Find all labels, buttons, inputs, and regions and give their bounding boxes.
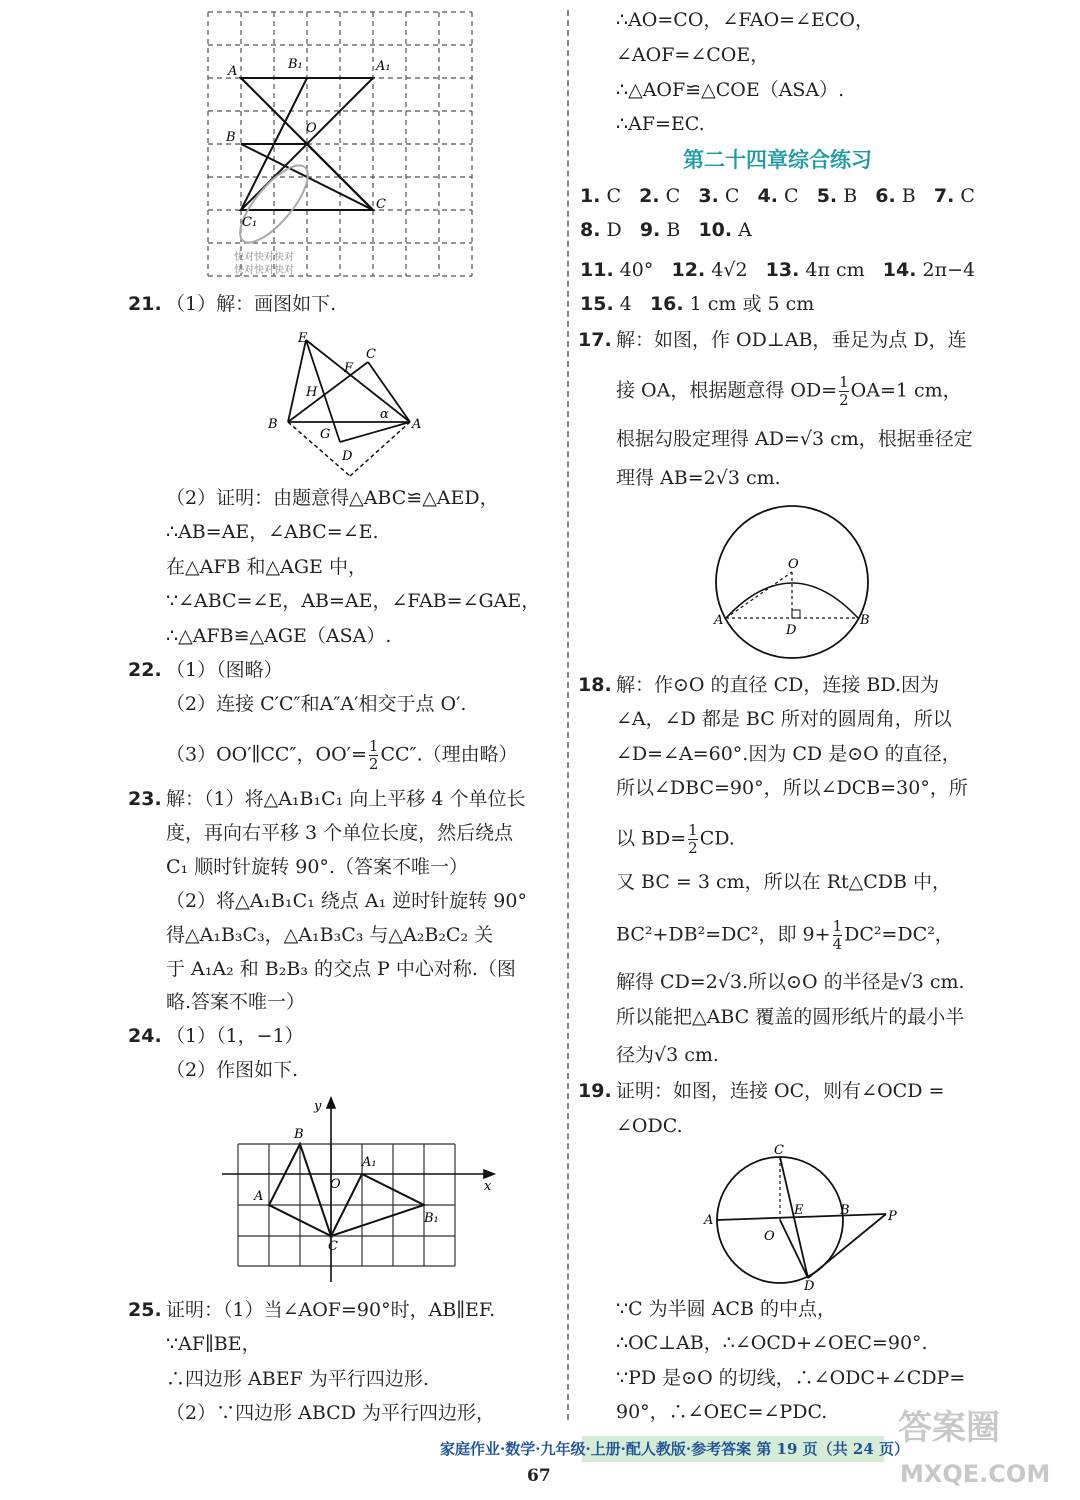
- fill-12-ans: 4√2: [711, 259, 748, 281]
- fig20-label-B: B: [226, 130, 236, 145]
- q24-part1: （1）（1，−1）: [166, 1025, 304, 1047]
- fig17-label-B: B: [860, 613, 870, 628]
- mc-3-ans: C: [724, 185, 740, 207]
- q18-line7: [616, 918, 954, 953]
- q21-part2-line5: ∴△AFB≌△AGE（ASA）.: [166, 625, 392, 647]
- fill-row2: [580, 292, 814, 316]
- fill-row1: [580, 258, 975, 282]
- fig20-stamp-line-2: 快对快对快对: [234, 265, 294, 276]
- q23-line2: 度，再向右平移 3 个单位长度，然后绕点: [166, 822, 514, 844]
- mc-2-ans: C: [665, 185, 681, 207]
- q22-part3-end: CC″.（理由略）: [380, 743, 518, 766]
- fig21-label-F: F: [344, 361, 354, 376]
- q23-line4: （2）将△A₁B₁C₁ 绕点 A₁ 逆时针旋转 90°: [166, 890, 527, 912]
- q23-line1: 解：（1）将△A₁B₁C₁ 向上平移 4 个单位长: [166, 788, 526, 810]
- q23-number: 23.: [128, 788, 162, 810]
- mc-10-num: 10.: [698, 219, 733, 241]
- fig21-label-H: H: [306, 385, 318, 400]
- column-divider: [567, 10, 569, 1420]
- fig19-label-O: O: [764, 1229, 775, 1244]
- fig19-label-D: D: [804, 1279, 815, 1290]
- watermark-url: MXQE.COM: [900, 1460, 1051, 1488]
- q21-number: 21.: [128, 293, 162, 315]
- q18-line5: [616, 822, 735, 857]
- q18-fraction-half-den: 2: [688, 839, 698, 857]
- q21-part1: （1）解：画图如下.: [166, 293, 337, 315]
- fig20-stamp-line-1: 快对快对快对: [234, 252, 294, 263]
- fig24-label-y: y: [314, 1099, 322, 1114]
- fig21-label-alpha: α: [380, 407, 389, 422]
- q17-number: 17.: [578, 329, 612, 351]
- mc-6-ans: B: [901, 185, 916, 207]
- q21-part2-line4: ∵∠ABC=∠E，AB=AE，∠FAB=∠GAE，: [166, 590, 541, 612]
- q25-number: 25.: [128, 1299, 162, 1321]
- mc-3-num: 3.: [698, 185, 719, 207]
- q22-fraction-den: 2: [368, 755, 379, 773]
- q25-line4: （2）∵四边形 ABCD 为平行四边形，: [166, 1402, 495, 1424]
- fig19-label-A: A: [704, 1213, 714, 1228]
- q21-part2-line1: （2）证明：由题意得△ABC≌△AED，: [166, 487, 499, 509]
- q17-line2: [616, 374, 962, 409]
- q19-line6: 90°，∴∠OEC=∠PDC.: [616, 1401, 828, 1423]
- triangle-figure-21: [262, 330, 432, 480]
- q25-line3: ∴四边形 ABEF 为平行四边形.: [166, 1368, 429, 1390]
- q25-line1: 证明：（1）当∠AOF=90°时，AB∥EF.: [166, 1299, 496, 1321]
- mc-7-num: 7.: [933, 185, 955, 207]
- q18-line4: 所以∠DBC=90°，所以∠DCB=30°，所: [616, 777, 968, 799]
- fill-15-ans: 4: [619, 293, 632, 315]
- q18-fraction-quarter: [833, 918, 843, 953]
- mc-8-ans: D: [606, 219, 622, 241]
- fig17-label-A: A: [714, 613, 724, 628]
- q22-part2: （2）连接 C′C″和A″A′相交于点 O′.: [166, 693, 467, 715]
- fig17-label-D: D: [786, 623, 797, 638]
- q18-line9: 所以能把△ABC 覆盖的圆形纸片的最小半: [616, 1006, 965, 1028]
- fig19-label-C: C: [774, 1144, 784, 1158]
- fig24-label-O: O: [330, 1177, 341, 1192]
- q23-line5: 得△A₁B₃C₃，△A₁B₃C₃ 与△A₂B₂C₂ 关: [166, 924, 494, 946]
- q18-line5-end: CD.: [699, 827, 735, 850]
- r-line2: ∠AOF=∠COE，: [616, 44, 770, 66]
- fig19-label-P: P: [888, 1209, 897, 1224]
- fig24-label-B: B: [294, 1127, 304, 1142]
- watermark: 答案圈: [898, 1408, 1000, 1448]
- q18-line5-text: 以 BD=: [616, 827, 687, 850]
- coordinate-grid-figure: [222, 1094, 502, 1286]
- fill-13-ans: 4π cm: [805, 259, 865, 281]
- q18-line8: 解得 CD=2√3.所以⊙O 的半径是√3 cm.: [616, 971, 965, 993]
- fig21-label-D: D: [342, 449, 353, 464]
- q17-fraction: [839, 374, 849, 409]
- q19-number: 19.: [578, 1080, 612, 1102]
- q17-line2-text: 接 OA，根据题意得 OD=: [616, 379, 838, 402]
- q18-fraction-quarter-num: 1: [832, 917, 843, 935]
- q19-line4: ∴OC⊥AB，∴∠OCD+∠OEC=90°.: [616, 1332, 928, 1354]
- q22-part1: （1）（图略）: [166, 659, 283, 681]
- fig19-label-E: E: [794, 1203, 804, 1218]
- q18-line6: 又 BC = 3 cm，所以在 Rt△CDB 中，: [616, 871, 952, 893]
- mc-9-num: 9.: [639, 219, 661, 241]
- fill-14-num: 14.: [882, 259, 917, 281]
- mc-1-num: 1.: [580, 185, 601, 207]
- fig20-label-O: O: [306, 121, 317, 136]
- fig20-label-C1: C₁: [242, 215, 258, 230]
- mc-1-ans: C: [606, 185, 622, 207]
- fill-13-num: 13.: [765, 259, 800, 281]
- footer-text: 家庭作业·数学·九年级·上册·配人教版·参考答案 第 19 页（共 24 页）: [440, 1440, 909, 1458]
- mc-10-ans: A: [738, 219, 752, 241]
- q18-number: 18.: [578, 674, 612, 696]
- mc-row2: [580, 218, 752, 242]
- q22-part3-text: （3）OO′∥CC″，OO′=: [166, 743, 367, 766]
- q23-line6: 于 A₁A₂ 和 B₂B₃ 的交点 P 中心对称.（图: [166, 958, 516, 980]
- fig17-label-O: O: [788, 557, 799, 572]
- fig21-label-B: B: [268, 417, 278, 432]
- q21-part2-line3: 在△AFB 和△AGE 中，: [166, 556, 367, 578]
- fig20-label-B1: B₁: [288, 57, 303, 72]
- q17-fraction-num: 1: [839, 373, 849, 391]
- q18-fraction-half: [688, 822, 698, 857]
- q18-line2: ∠A，∠D 都是 BC 所对的圆周角，所以: [616, 708, 952, 730]
- q19-line1: 证明：如图，连接 OC，则有∠OCD =: [616, 1080, 945, 1102]
- r-line3: ∴△AOF≌△COE（ASA）.: [616, 79, 845, 101]
- q18-fraction-half-num: 1: [688, 821, 698, 839]
- q19-line3: ∵C 为半圆 ACB 的中点，: [616, 1298, 836, 1320]
- fill-12-num: 12.: [671, 259, 706, 281]
- grid-star-figure: [204, 8, 480, 280]
- mc-8-num: 8.: [580, 219, 601, 241]
- mc-4-num: 4.: [757, 185, 778, 207]
- q23-line7: 略.答案不唯一）: [166, 991, 306, 1013]
- fill-15-num: 15.: [580, 293, 614, 315]
- q22-part3: [166, 738, 518, 773]
- section-title: 第二十四章综合练习: [683, 148, 872, 172]
- r-line4: ∴AF=EC.: [616, 113, 705, 135]
- r-line1: ∴AO=CO，∠FAO=∠ECO，: [616, 9, 874, 31]
- fig21-label-C: C: [366, 347, 376, 362]
- q18-fraction-quarter-den: 4: [832, 935, 843, 953]
- q24-part2: （2）作图如下.: [166, 1059, 299, 1081]
- fill-16-num: 16.: [649, 293, 684, 315]
- mc-5-ans: B: [843, 185, 858, 207]
- q19-line5: ∵PD 是⊙O 的切线，∴∠ODC+∠CDP=: [616, 1367, 966, 1389]
- q18-line7-end: DC²=DC²，: [844, 923, 954, 946]
- mc-row1: [580, 184, 975, 208]
- mc-9-ans: B: [666, 219, 681, 241]
- fig19-label-B: B: [840, 1203, 850, 1218]
- fig21-label-A: A: [412, 417, 422, 432]
- q21-part2-line2: ∴AB=AE，∠ABC=∠E.: [166, 521, 379, 543]
- fill-16-ans: 1 cm 或 5 cm: [689, 293, 815, 315]
- mc-4-ans: C: [784, 185, 799, 207]
- circle-figure-19: [700, 1144, 906, 1290]
- q22-fraction-num: 1: [368, 737, 379, 755]
- fig24-label-x: x: [484, 1179, 492, 1194]
- q17-fraction-den: 2: [839, 391, 849, 409]
- page-number: 67: [527, 1466, 551, 1486]
- circle-figure-17: [706, 500, 882, 662]
- fig20-label-A1: A₁: [376, 59, 391, 74]
- mc-6-num: 6.: [875, 185, 896, 207]
- q18-line7-text: BC²+DB²=DC²，即 9+: [616, 923, 831, 946]
- q17-line3: 根据勾股定理得 AD=√3 cm，根据垂径定: [616, 428, 973, 450]
- fill-11-ans: 40°: [619, 259, 654, 281]
- fig20-label-C: C: [376, 197, 386, 212]
- q24-number: 24.: [128, 1025, 162, 1047]
- q22-fraction: [369, 738, 379, 773]
- fig21-label-E: E: [298, 331, 308, 346]
- fig20-label-A: A: [228, 64, 238, 79]
- q25-line2: ∵AF∥BE，: [166, 1333, 261, 1355]
- fill-11-num: 11.: [580, 259, 614, 281]
- mc-7-ans: C: [960, 185, 975, 207]
- fig24-label-A1: A₁: [362, 1155, 377, 1170]
- q18-line1: 解：作⊙O 的直径 CD，连接 BD.因为: [616, 674, 939, 696]
- mc-2-num: 2.: [639, 185, 660, 207]
- fill-14-ans: 2π−4: [922, 259, 976, 281]
- fig21-label-G: G: [320, 427, 331, 442]
- fig24-label-A: A: [254, 1189, 264, 1204]
- q17-line4: 理得 AB=2√3 cm.: [616, 467, 781, 489]
- q22-number: 22.: [128, 659, 162, 681]
- q18-line3: ∠D=∠A=60°.因为 CD 是⊙O 的直径，: [616, 743, 961, 765]
- q18-line10: 径为√3 cm.: [616, 1044, 719, 1066]
- q19-line2: ∠ODC.: [616, 1115, 683, 1137]
- fig24-label-C: C: [328, 1239, 338, 1254]
- q17-line1: 解：如图，作 OD⊥AB，垂足为点 D，连: [616, 329, 967, 351]
- q23-line3: C₁ 顺时针旋转 90°.（答案不唯一）: [166, 856, 468, 878]
- fig24-label-B1: B₁: [424, 1211, 439, 1226]
- q17-line2-end: OA=1 cm，: [850, 379, 962, 402]
- mc-5-num: 5.: [816, 185, 838, 207]
